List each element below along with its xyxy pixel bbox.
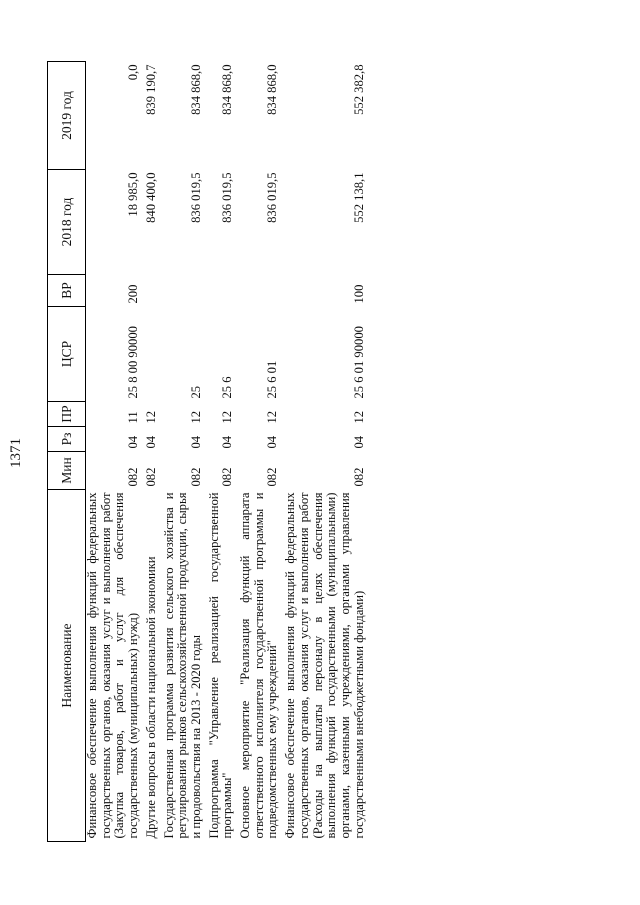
table-row — [145, 62, 163, 842]
row-min: 082 — [351, 467, 366, 487]
row-rz: 04 — [188, 435, 203, 449]
row-pr: 12 — [188, 410, 203, 424]
row-2019: 834 868,0 — [220, 64, 235, 115]
header-csr: ЦСР — [48, 307, 86, 402]
row-pr: 12 — [351, 410, 366, 424]
row-rz: 04 — [265, 435, 280, 449]
row-name: Подпрограмма "Управление реализацией государственной программы" — [206, 492, 235, 839]
row-name: Финансовое обеспечение выполнения функций федеральных государственных органов, оказания услуг и выполнения работ (Закупка товаров, работ и услуг для обеспечения государственных (муниципальных) нужд) — [85, 492, 141, 839]
page-number: 1371 — [8, 438, 24, 468]
row-vr — [163, 275, 208, 307]
row-name: Основное мероприятие "Реализация функций аппарата ответственного исполнителя государственной программы и подведомственных ему учреждений" — [238, 492, 280, 839]
row-2018: 18 985,0 — [126, 172, 141, 217]
row-rz: 04 — [126, 435, 141, 449]
row-name: Государственная программа развития сельского хозяйства и регулирования рынков сельскохозяйственной продукции, сырья и продовольствия на 2013 - 2020 годы — [161, 492, 203, 839]
table-row — [163, 62, 208, 842]
header-row — [48, 62, 86, 842]
row-min: 082 — [220, 467, 235, 487]
row-rz: 04 — [220, 435, 235, 449]
row-2019: 834 868,0 — [188, 64, 203, 115]
row-pr: 12 — [143, 410, 158, 424]
row-name: Финансовое обеспечение выполнения функций федеральных государственных органов, оказания услуг и выполнения работ (Расходы на выплаты персоналу в целях обеспечения выполнения функций государственными (муниципальными) органами, казенными учреждениями, органами управления государственными внебюджетными фондами) — [283, 492, 366, 839]
row-2018: 836 019,5 — [265, 172, 280, 223]
row-min: 082 — [143, 467, 158, 487]
row-vr — [208, 275, 239, 307]
header-rz: Рз — [48, 427, 86, 452]
row-2019: 839 190,7 — [143, 64, 158, 115]
row-pr: 11 — [126, 411, 141, 424]
header-2019: 2019 год — [48, 62, 86, 170]
row-csr: 25 6 01 — [265, 360, 280, 399]
row-2018: 836 019,5 — [188, 172, 203, 223]
header-min: Мин — [48, 452, 86, 490]
row-pr: 12 — [220, 410, 235, 424]
row-min: 082 — [126, 467, 141, 487]
row-2019: 834 868,0 — [265, 64, 280, 115]
row-vr: 100 — [351, 284, 366, 304]
row-vr — [239, 275, 284, 307]
row-name: Другие вопросы в области национальной экономики — [143, 556, 158, 839]
budget-table — [47, 61, 370, 842]
row-vr: 200 — [126, 284, 141, 304]
row-rz: 04 — [351, 435, 366, 449]
row-2019: 552 382,8 — [351, 64, 366, 115]
table-row — [208, 62, 239, 842]
row-min: 082 — [265, 467, 280, 487]
header-pr: ПР — [48, 402, 86, 427]
row-min: 082 — [188, 467, 203, 487]
table-row — [284, 62, 370, 842]
row-csr: 25 6 — [220, 376, 235, 399]
row-2018: 836 019,5 — [220, 172, 235, 223]
row-csr: 25 — [188, 385, 203, 399]
row-csr: 25 8 00 90000 — [126, 326, 141, 399]
row-2019: 0,0 — [126, 64, 141, 81]
header-name: Наименование — [48, 490, 86, 842]
row-vr — [145, 275, 163, 307]
row-2018: 552 138,1 — [351, 172, 366, 223]
header-2018: 2018 год — [48, 170, 86, 275]
row-2018: 840 400,0 — [143, 172, 158, 223]
table-row — [86, 62, 145, 842]
row-csr: 25 6 01 90000 — [351, 326, 366, 399]
table-row — [239, 62, 284, 842]
row-rz: 04 — [143, 435, 158, 449]
row-pr: 12 — [265, 410, 280, 424]
header-vr: ВР — [48, 275, 86, 307]
row-csr — [145, 307, 163, 402]
